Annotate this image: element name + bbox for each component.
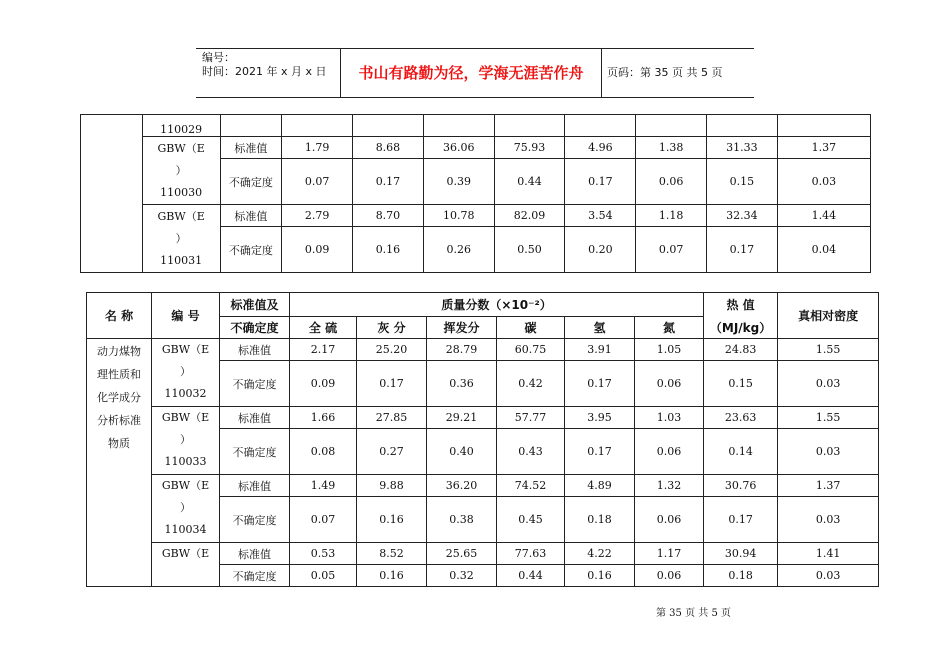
value-cell: 2.17 bbox=[290, 339, 357, 361]
value-cell: 0.44 bbox=[497, 565, 565, 587]
value-cell: 32.34 bbox=[707, 205, 778, 227]
code-cell bbox=[142, 205, 220, 273]
empty-cell bbox=[707, 115, 778, 137]
value-cell: 0.40 bbox=[427, 429, 497, 475]
value-cell: 29.21 bbox=[427, 407, 497, 429]
empty-cell bbox=[777, 115, 870, 137]
value-cell: 0.17 bbox=[704, 497, 778, 543]
value-cell: 1.41 bbox=[778, 543, 879, 565]
value-cell: 57.77 bbox=[497, 407, 565, 429]
row-label: 不确定度 bbox=[220, 565, 290, 587]
empty-cell bbox=[353, 115, 424, 137]
value-cell: 0.03 bbox=[778, 497, 879, 543]
row-label: 不确定度 bbox=[220, 429, 290, 475]
value-cell: 0.32 bbox=[427, 565, 497, 587]
value-cell: 27.85 bbox=[357, 407, 427, 429]
value-cell: 9.88 bbox=[357, 475, 427, 497]
name-line: 物质 bbox=[108, 437, 130, 450]
value-cell: 4.22 bbox=[565, 543, 635, 565]
row-label: 不确定度 bbox=[220, 361, 290, 407]
row-label: 不确定度 bbox=[220, 159, 282, 205]
code-line: GBW（E bbox=[161, 547, 210, 560]
header-col: 灰 分 bbox=[357, 317, 427, 339]
code-line: ） bbox=[180, 433, 191, 446]
value-cell: 0.17 bbox=[357, 361, 427, 407]
value-cell: 24.83 bbox=[704, 339, 778, 361]
empty-cell bbox=[636, 115, 707, 137]
value-cell: 0.15 bbox=[704, 361, 778, 407]
table-row bbox=[87, 407, 879, 429]
value-cell: 82.09 bbox=[494, 205, 565, 227]
value-cell: 0.08 bbox=[290, 429, 357, 475]
value-cell: 0.03 bbox=[778, 361, 879, 407]
value-cell: 0.42 bbox=[497, 361, 565, 407]
value-cell: 3.54 bbox=[565, 205, 636, 227]
value-cell: 1.44 bbox=[777, 205, 870, 227]
empty-cell bbox=[282, 115, 353, 137]
value-cell: 0.38 bbox=[427, 497, 497, 543]
value-cell: 8.70 bbox=[353, 205, 424, 227]
value-cell: 31.33 bbox=[707, 137, 778, 159]
code-cell bbox=[152, 339, 220, 407]
row-label: 标准值 bbox=[220, 205, 282, 227]
value-cell: 0.07 bbox=[282, 159, 353, 205]
value-cell: 28.79 bbox=[427, 339, 497, 361]
header-mass-fraction: 质量分数（×10⁻²） bbox=[290, 293, 704, 317]
header-col: 氢 bbox=[565, 317, 635, 339]
code-cell bbox=[152, 407, 220, 475]
name-line: 化学成分 bbox=[97, 391, 141, 404]
header-date: 时间：2021 年 x 月 x 日 bbox=[202, 65, 327, 78]
code-line: ） bbox=[180, 365, 191, 378]
value-cell: 1.05 bbox=[635, 339, 704, 361]
name-cell bbox=[87, 339, 152, 587]
value-cell: 0.39 bbox=[423, 159, 494, 205]
value-cell: 0.53 bbox=[290, 543, 357, 565]
value-cell: 1.66 bbox=[290, 407, 357, 429]
value-cell: 0.06 bbox=[635, 361, 704, 407]
value-cell: 10.78 bbox=[423, 205, 494, 227]
value-cell: 36.06 bbox=[423, 137, 494, 159]
name-line: 分析标准 bbox=[97, 414, 141, 427]
header-std-line1: 标准值及 bbox=[220, 293, 290, 317]
header-code: 编 号 bbox=[152, 293, 220, 339]
empty-cell bbox=[565, 115, 636, 137]
value-cell: 0.16 bbox=[357, 497, 427, 543]
value-cell: 36.20 bbox=[427, 475, 497, 497]
value-cell: 0.03 bbox=[778, 565, 879, 587]
header-density: 真相对密度 bbox=[778, 293, 879, 339]
value-cell: 2.79 bbox=[282, 205, 353, 227]
value-cell: 0.43 bbox=[497, 429, 565, 475]
value-cell: 4.89 bbox=[565, 475, 635, 497]
empty-cell bbox=[220, 115, 282, 137]
value-cell: 0.17 bbox=[353, 159, 424, 205]
value-cell: 1.37 bbox=[778, 475, 879, 497]
value-cell: 0.36 bbox=[427, 361, 497, 407]
value-cell: 1.38 bbox=[636, 137, 707, 159]
value-cell: 1.37 bbox=[777, 137, 870, 159]
value-cell: 0.16 bbox=[565, 565, 635, 587]
page-footer: 第 35 页 共 5 页 bbox=[656, 608, 731, 619]
value-cell: 75.93 bbox=[494, 137, 565, 159]
page-header bbox=[196, 48, 754, 98]
value-cell: 0.03 bbox=[777, 159, 870, 205]
value-cell: 0.44 bbox=[494, 159, 565, 205]
code-line: 110033 bbox=[164, 455, 207, 468]
row-label: 不确定度 bbox=[220, 227, 282, 273]
value-cell: 1.49 bbox=[290, 475, 357, 497]
value-cell: 0.04 bbox=[777, 227, 870, 273]
table-row bbox=[81, 205, 871, 227]
value-cell: 0.06 bbox=[635, 429, 704, 475]
header-heat-line1: 热 值 bbox=[704, 293, 778, 317]
row-label: 标准值 bbox=[220, 475, 290, 497]
upper-data-table bbox=[80, 114, 871, 273]
row-label: 标准值 bbox=[220, 543, 290, 565]
header-page-label: 页码：第 35 页 共 5 页 bbox=[607, 66, 723, 79]
code-line: ） bbox=[180, 501, 191, 514]
value-cell: 3.91 bbox=[565, 339, 635, 361]
value-cell: 0.03 bbox=[778, 429, 879, 475]
code-line: 110031 bbox=[160, 253, 203, 267]
value-cell: 0.14 bbox=[704, 429, 778, 475]
value-cell: 1.32 bbox=[635, 475, 704, 497]
value-cell: 1.79 bbox=[282, 137, 353, 159]
header-col: 氮 bbox=[635, 317, 704, 339]
code-line: GBW（E bbox=[157, 141, 205, 155]
header-motto: 书山有路勤为径，学海无涯苦作舟 bbox=[340, 49, 602, 97]
code-cell bbox=[152, 543, 220, 587]
value-cell: 0.17 bbox=[565, 429, 635, 475]
header-meta bbox=[196, 49, 340, 97]
name-cell-empty bbox=[81, 115, 143, 273]
header-heat-line2: （MJ/kg） bbox=[704, 317, 778, 339]
value-cell: 1.17 bbox=[635, 543, 704, 565]
value-cell: 8.68 bbox=[353, 137, 424, 159]
header-col: 全 硫 bbox=[290, 317, 357, 339]
value-cell: 0.18 bbox=[565, 497, 635, 543]
value-cell: 0.06 bbox=[635, 565, 704, 587]
value-cell: 74.52 bbox=[497, 475, 565, 497]
table-row bbox=[87, 475, 879, 497]
name-line: 动力煤物 bbox=[97, 345, 141, 358]
value-cell: 30.94 bbox=[704, 543, 778, 565]
value-cell: 1.55 bbox=[778, 407, 879, 429]
lower-data-table bbox=[86, 292, 879, 587]
code-cell: 110029 bbox=[142, 115, 220, 137]
value-cell: 0.07 bbox=[636, 227, 707, 273]
value-cell: 25.65 bbox=[427, 543, 497, 565]
value-cell: 8.52 bbox=[357, 543, 427, 565]
value-cell: 0.16 bbox=[357, 565, 427, 587]
value-cell: 0.07 bbox=[290, 497, 357, 543]
code-cell bbox=[142, 137, 220, 205]
value-cell: 1.55 bbox=[778, 339, 879, 361]
value-cell: 0.06 bbox=[636, 159, 707, 205]
value-cell: 0.18 bbox=[704, 565, 778, 587]
name-line: 理性质和 bbox=[97, 368, 141, 381]
row-label: 标准值 bbox=[220, 339, 290, 361]
value-cell: 0.20 bbox=[565, 227, 636, 273]
value-cell: 0.09 bbox=[282, 227, 353, 273]
code-line: ） bbox=[175, 231, 187, 245]
value-cell: 0.27 bbox=[357, 429, 427, 475]
value-cell: 1.03 bbox=[635, 407, 704, 429]
code-cell bbox=[152, 475, 220, 543]
header-number: 编号： bbox=[202, 51, 235, 64]
value-cell: 77.63 bbox=[497, 543, 565, 565]
value-cell: 30.76 bbox=[704, 475, 778, 497]
table-row bbox=[81, 137, 871, 159]
header-col: 挥发分 bbox=[427, 317, 497, 339]
value-cell: 0.09 bbox=[290, 361, 357, 407]
header-name: 名 称 bbox=[87, 293, 152, 339]
value-cell: 0.45 bbox=[497, 497, 565, 543]
code-line: GBW（E bbox=[157, 209, 205, 223]
value-cell: 3.95 bbox=[565, 407, 635, 429]
row-label: 标准值 bbox=[220, 407, 290, 429]
row-label: 标准值 bbox=[220, 137, 282, 159]
value-cell: 0.17 bbox=[707, 227, 778, 273]
code-line: ） bbox=[175, 163, 187, 177]
value-cell: 0.05 bbox=[290, 565, 357, 587]
value-cell: 0.50 bbox=[494, 227, 565, 273]
code-line: GBW（E bbox=[161, 479, 210, 492]
value-cell: 0.06 bbox=[635, 497, 704, 543]
code-line: 110032 bbox=[164, 387, 207, 400]
value-cell: 25.20 bbox=[357, 339, 427, 361]
value-cell: 23.63 bbox=[704, 407, 778, 429]
header-col: 碳 bbox=[497, 317, 565, 339]
empty-cell bbox=[423, 115, 494, 137]
value-cell: 4.96 bbox=[565, 137, 636, 159]
value-cell: 1.18 bbox=[636, 205, 707, 227]
value-cell: 0.15 bbox=[707, 159, 778, 205]
value-cell: 60.75 bbox=[497, 339, 565, 361]
header-std-line2: 不确定度 bbox=[220, 317, 290, 339]
table-row bbox=[87, 543, 879, 565]
code-line: 110034 bbox=[164, 523, 207, 536]
value-cell: 0.16 bbox=[353, 227, 424, 273]
empty-cell bbox=[494, 115, 565, 137]
table-row bbox=[87, 339, 879, 361]
code-line: GBW（E bbox=[161, 343, 210, 356]
value-cell: 0.26 bbox=[423, 227, 494, 273]
value-cell: 0.17 bbox=[565, 361, 635, 407]
code-line: 110030 bbox=[160, 185, 203, 199]
code-line: GBW（E bbox=[161, 411, 210, 424]
value-cell: 0.17 bbox=[565, 159, 636, 205]
row-label: 不确定度 bbox=[220, 497, 290, 543]
